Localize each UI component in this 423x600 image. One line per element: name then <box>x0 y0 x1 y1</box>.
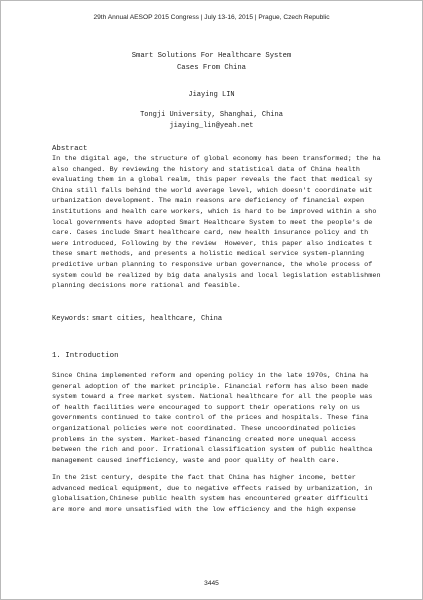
keywords-label: Keywords: <box>52 315 90 323</box>
abstract-line: evaluating them in a global realm, this paper reveals the fact that medical sy <box>52 176 373 185</box>
abstract-line: predictive urban planning to responsive urban governance, the whole process of <box>52 260 373 269</box>
intro-line: globalisation,Chinese public health system has encountered greater difficulti <box>52 495 369 504</box>
abstract-line: local governments have adopted Smart Healthcare System to meet the people's de <box>52 218 373 227</box>
abstract-line: system could be realized by big data analysis and local legislation establishmen <box>52 271 381 280</box>
intro-line: are more and more unsatisfied with the low efficiency and the high expense <box>52 505 356 514</box>
paper-title-line-1: Smart Solutions For Healthcare System <box>131 52 292 60</box>
intro-line: Since China implemented reform and opening policy in the late 1970s, China ha <box>52 372 369 380</box>
author-name: Jiaying LIN <box>188 91 235 99</box>
intro-line: general adoption of the market principle. Financial reform has also been made <box>52 382 369 391</box>
intro-line: of health facilities were encouraged to support their operations rely on us <box>52 403 361 412</box>
abstract-line: China still falls behind the world average level, which doesn't coordinate wit <box>52 186 373 195</box>
introduction-paragraph-1 <box>52 371 423 466</box>
abstract-line: urbanization development. The main reasons are deficiency of financial expen <box>52 197 365 206</box>
abstract-line: In the digital age, the structure of global economy has been transformed; the ha <box>52 155 381 163</box>
intro-line: between the rich and poor. Irrational classification system of public healthca <box>52 446 373 455</box>
abstract-line: care. Cases include Smart healthcare card, new health insurance policy and th <box>52 229 369 238</box>
abstract-body <box>52 154 423 292</box>
abstract-line: planning decisions more rational and feasible. <box>52 282 241 291</box>
abstract-line: institutions and health care workers, which is hard to be improved within a sho <box>52 207 377 216</box>
introduction-heading: 1. Introduction <box>52 352 119 360</box>
abstract-line: also changed. By reviewing the history and statistical data of China health <box>52 165 361 174</box>
intro-line: In the 21st century, despite the fact that China has higher income, better <box>52 474 356 482</box>
intro-line: system toward a free market system. National healthcare for all the people was <box>52 393 373 402</box>
abstract-line: were introduced, Following by the review However, this paper also indicates t <box>52 239 373 248</box>
intro-line: governments continued to take control of the prices and hospitals. These fina <box>52 414 369 423</box>
intro-line: organizational policies were not coordinated. These uncoordinated policies <box>52 424 356 433</box>
abstract-heading: Abstract <box>52 145 88 153</box>
paper-title-line-2: Cases From China <box>176 64 246 72</box>
author-email: jiaying_lin@yeah.net <box>169 122 254 130</box>
intro-line: problems in the system. Market-based financing created more unequal access <box>52 435 356 444</box>
intro-line: management caused inefficiency, waste and poor quality of health care. <box>52 456 340 465</box>
abstract-line: these smart methods, and presents a holistic medical service system-planning <box>52 250 365 259</box>
intro-line: advanced medical equipment, due to negative effects raised by urbanization, in <box>52 484 373 493</box>
page-number: 3445 <box>204 580 219 587</box>
introduction-paragraph-2 <box>52 473 423 515</box>
keywords-line <box>52 315 222 323</box>
author-affiliation: Tongji University, Shanghai, China <box>140 111 283 119</box>
keywords-value: smart cities, healthcare, China <box>91 315 223 323</box>
running-header: 29th Annual AESOP 2015 Congress | July 13-16, 2015 | Prague, Czech Republic <box>93 14 330 21</box>
